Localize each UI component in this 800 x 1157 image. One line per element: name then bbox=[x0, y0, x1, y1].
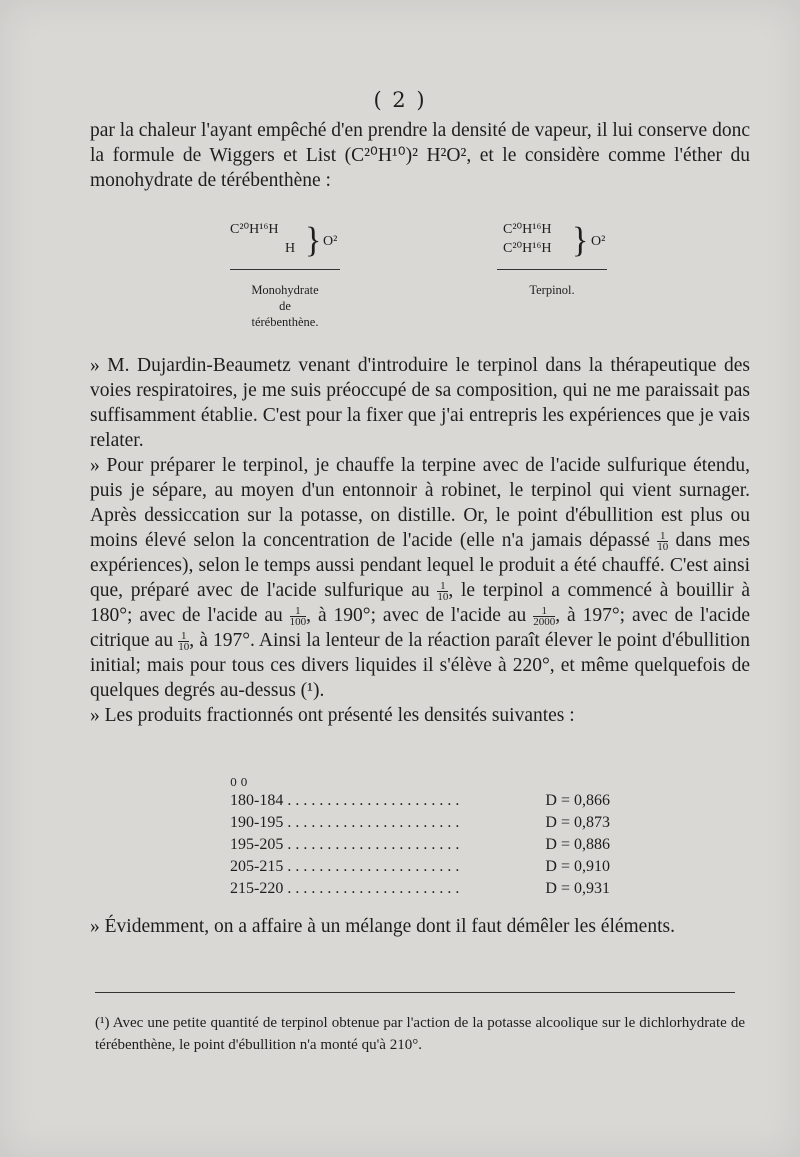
paragraph-dujardin bbox=[90, 353, 750, 728]
footnote-rule bbox=[95, 992, 735, 993]
page-number: ( 2 ) bbox=[373, 88, 427, 112]
table-row bbox=[230, 834, 610, 856]
formula-left-line2: H bbox=[285, 241, 296, 256]
prep-text-d: , à 190°; avec de l'acide au bbox=[306, 605, 527, 626]
fraction-1-10-b: $\frac{1}{10}$ bbox=[437, 580, 449, 604]
fraction-1-2000: $\frac{1}{2000}$ bbox=[533, 605, 556, 629]
fraction-1-100: $\frac{1}{100}$ bbox=[289, 605, 307, 629]
density-table bbox=[230, 790, 610, 900]
formula-right-line2: C²⁰H¹⁶H bbox=[503, 241, 552, 256]
range-cell: 180-184 . . . . . . . . . . . . . . . . . . . . . . bbox=[230, 792, 460, 809]
prep-text-b: dans mes expériences), selon le temps aussi pendant lequel le produit a été chauffé. C'est ainsi que, préparé avec de l'acide sulfurique au bbox=[90, 530, 751, 601]
formula-right-line1: C²⁰H¹⁶H bbox=[503, 222, 552, 237]
brace-left: } bbox=[305, 221, 322, 260]
paragraph-preparation bbox=[90, 455, 750, 701]
prep-text-f: , à 197°. Ainsi la lenteur de la réaction paraît élever le point d'ébullition initial; mais pour tous ces divers liquides il s'élève à 220°, et même quelquefois de quelques degrés au-dessus (¹). bbox=[90, 630, 750, 701]
density-cell: D = 0,866 bbox=[545, 792, 610, 809]
prep-text-e: , à 197°; avec de l'acide citrique au bbox=[90, 605, 751, 651]
table-row bbox=[230, 878, 610, 900]
caption-monohydrate bbox=[220, 282, 350, 330]
table-row bbox=[230, 812, 610, 834]
prep-text-c: , le terpinol a commencé à bouillir à 180°; avec de l'acide au bbox=[90, 580, 751, 626]
formula-left-o2: O² bbox=[323, 234, 338, 249]
caption-terpinol: Terpinol. bbox=[529, 283, 575, 297]
intro-paragraph: par la chaleur l'ayant empêché d'en prendre la densité de vapeur, il lui conserve donc la formule de Wiggers et List (C²⁰H¹⁰)² H²O², et le considère comme l'éther du monohydrate de térébenthène : bbox=[90, 120, 750, 191]
formula-right-o2: O² bbox=[591, 234, 606, 249]
caption-left-line2: de bbox=[279, 299, 291, 313]
caption-left-line3: térébenthène. bbox=[251, 315, 319, 329]
prep-text-a: » Pour préparer le terpinol, je chauffe la terpine avec de l'acide sulfurique étendu, puis je sépare, au moyen d'un entonnoir à robinet, le terpinol qui vient surnager. Après dessiccation sur la potasse, on distille. Or, le point d'ébullition est plus ou moins élevé selon la concentration de l'acide (elle n'a jamais dépassé bbox=[90, 455, 750, 551]
range-cell: 190-195 . . . . . . . . . . . . . . . . . . . . . . bbox=[230, 814, 460, 831]
density-cell: D = 0,910 bbox=[545, 858, 610, 875]
table-row bbox=[230, 790, 610, 812]
density-cell: D = 0,873 bbox=[545, 814, 610, 831]
footnote: (¹) Avec une petite quantité de terpinol obtenue par l'action de la potasse alcoolique sur le dichlorhydrate de térébenthène, le point d'ébullition n'a monté qu'à 210°. bbox=[95, 1015, 745, 1053]
range-cell: 215-220 . . . . . . . . . . . . . . . . . . . . . . bbox=[230, 880, 460, 897]
formula-left-line1: C²⁰H¹⁶H bbox=[230, 222, 279, 237]
caption-left-line1: Monohydrate bbox=[251, 283, 319, 297]
range-cell: 205-215 . . . . . . . . . . . . . . . . . . . . . . bbox=[230, 858, 460, 875]
fraction-1-10-c: $\frac{1}{10}$ bbox=[178, 630, 190, 654]
density-cell: D = 0,886 bbox=[545, 836, 610, 853]
table-row bbox=[230, 856, 610, 878]
brace-right: } bbox=[572, 221, 589, 260]
paragraph-conclusion: » Évidemment, on a affaire à un mélange dont il faut démêler les éléments. bbox=[90, 916, 675, 937]
formula-left-underline bbox=[230, 269, 340, 270]
density-cell: D = 0,931 bbox=[545, 880, 610, 897]
paragraph-densities-intro: » Les produits fractionnés ont présenté les densités suivantes : bbox=[90, 705, 575, 726]
paragraph-dujardin-text: » M. Dujardin-Beaumetz venant d'introduire le terpinol dans la thérapeutique des voies respiratoires, je me suis préoccupé de sa composition, qui ne me paraissait pas suffisamment établie. C'est pour la fixer que j'ai entrepris les expériences que je vais relater. bbox=[90, 355, 750, 451]
fraction-1-10: $\frac{1}{10}$ bbox=[657, 530, 669, 554]
range-cell: 195-205 . . . . . . . . . . . . . . . . . . . . . . bbox=[230, 836, 460, 853]
chemical-formulas bbox=[225, 212, 625, 332]
formula-right-underline bbox=[497, 269, 607, 270]
degree-marks: 0 0 bbox=[230, 776, 248, 789]
